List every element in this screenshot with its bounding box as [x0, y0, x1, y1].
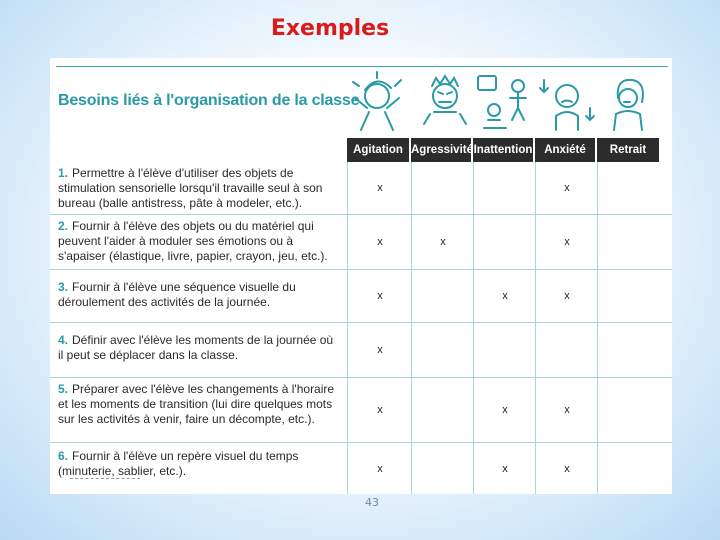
page-number: 43 [365, 496, 379, 509]
column-headers [347, 138, 659, 162]
row-text [58, 449, 340, 479]
row-text [58, 280, 340, 310]
row-number: 5. [58, 382, 69, 396]
row-mark: x [440, 236, 446, 248]
withdrawal-figure-icon [598, 68, 660, 138]
column-header: Inattention [473, 138, 535, 162]
row-mark: x [564, 236, 570, 248]
column-header: Agitation [347, 138, 411, 162]
row-mark: x [377, 182, 383, 194]
row-mark: x [377, 404, 383, 416]
row-number: 3. [58, 280, 69, 294]
row-description: Permettre à l'élève d'utiliser des objets de stimulation sensorielle lorsqu'il travaille seul à son bureau (balle antistress, pâte à modeler, etc.). [58, 166, 323, 210]
row-description: Définir avec l'élève les moments de la journée où il peut se déplacer dans la classe. [58, 333, 334, 362]
table-row [50, 378, 672, 443]
inattention-figure-icon [474, 68, 536, 138]
row-text [58, 166, 340, 211]
row-mark: x [502, 463, 508, 475]
row-mark: x [564, 404, 570, 416]
table-row [50, 215, 672, 270]
row-mark: x [564, 182, 570, 194]
top-rule [56, 66, 668, 67]
row-number: 4. [58, 333, 69, 347]
row-text [58, 219, 340, 264]
row-description: Fournir à l'élève un repère visuel du temps (minuterie, sablier, etc.). [58, 449, 299, 478]
row-description: Fournir à l'élève des objets ou du matériel qui peuvent l'aider à moduler ses émotions ou à s'apaiser (élastique, livre, papier, crayon, jeu, etc.). [58, 219, 328, 263]
row-number: 2. [58, 219, 69, 233]
row-text [58, 382, 340, 427]
table-heading: Besoins liés à l'organisation de la classe [58, 92, 360, 109]
agitation-figure-icon [347, 68, 409, 138]
table-row [50, 443, 672, 494]
row-mark: x [502, 404, 508, 416]
table-row [50, 323, 672, 378]
column-header: Retrait [597, 138, 659, 162]
row-mark: x [564, 290, 570, 302]
row-description: Préparer avec l'élève les changements à l'horaire et les moments de transition (lui dire quelques mots sur les activités à venir, faire un décompte, etc.). [58, 382, 335, 426]
row-mark: x [377, 290, 383, 302]
anxiety-figure-icon [536, 68, 598, 138]
row-mark: x [564, 463, 570, 475]
row-number: 6. [58, 449, 69, 463]
table-row [50, 162, 672, 215]
row-number: 1. [58, 166, 69, 180]
cropped-text-fragment [70, 478, 140, 482]
row-mark: x [377, 463, 383, 475]
row-mark: x [377, 344, 383, 356]
aggressive-figure-icon [414, 68, 476, 138]
row-mark: x [377, 236, 383, 248]
column-header: Anxiété [535, 138, 597, 162]
row-description: Fournir à l'élève une séquence visuelle du déroulement des activités de la journée. [58, 280, 296, 309]
table-image [50, 58, 672, 494]
row-mark: x [502, 290, 508, 302]
column-header: Agressivité [411, 138, 473, 162]
table-body [50, 162, 672, 494]
table-row [50, 270, 672, 323]
row-text [58, 333, 340, 363]
slide-title: Exemples [270, 16, 390, 41]
